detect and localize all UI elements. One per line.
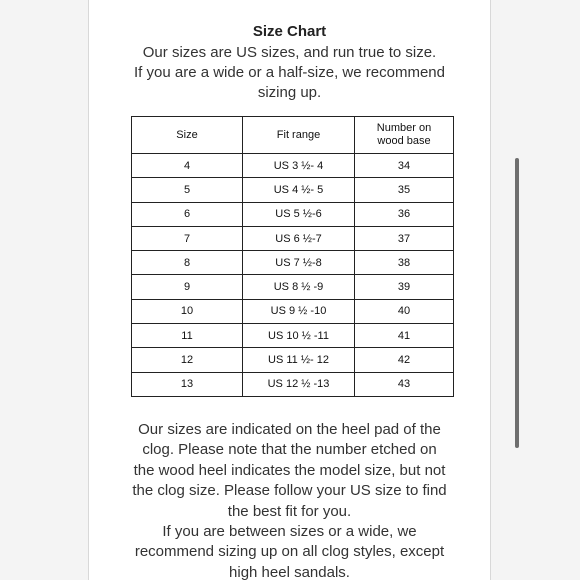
cell-number-on-wood-base: 41 (355, 324, 454, 348)
column-header-fit-range: Fit range (243, 117, 355, 154)
intro-line: If you are a wide or a half-size, we recommend (134, 64, 445, 81)
cell-fit-range: US 12 ½ -13 (243, 372, 355, 396)
table-row (132, 202, 454, 226)
table-row (132, 275, 454, 299)
left-margin (0, 0, 88, 580)
cell-size: 5 (132, 178, 243, 202)
note-text (107, 420, 472, 580)
note-line: Our sizes are indicated on the heel pad of the (138, 421, 441, 438)
note-line: high heel sandals. (229, 563, 350, 580)
cell-number-on-wood-base: 42 (355, 348, 454, 372)
table-header-row (132, 117, 454, 154)
cell-size: 10 (132, 299, 243, 323)
intro-line: Our sizes are US sizes, and run true to size. (142, 44, 437, 61)
cell-fit-range: US 7 ½-8 (243, 251, 355, 275)
table-row (132, 251, 454, 275)
note-line: clog. Please note that the number etched on (142, 441, 437, 459)
cell-fit-range: US 9 ½ -10 (243, 299, 355, 323)
table-row (132, 348, 454, 372)
table-row (132, 226, 454, 250)
scrollbar-thumb[interactable] (515, 158, 519, 448)
cell-number-on-wood-base: 37 (355, 226, 454, 250)
cell-number-on-wood-base: 34 (355, 154, 454, 178)
table-body (132, 154, 454, 397)
cell-fit-range: US 11 ½- 12 (243, 348, 355, 372)
note-line: the clog size. Please follow your US size to find (132, 482, 447, 500)
note-line: If you are between sizes or a wide, we (162, 523, 417, 541)
size-chart-title: Size Chart (252, 23, 327, 40)
intro-text (109, 43, 470, 103)
cell-fit-range: US 6 ½-7 (243, 226, 355, 250)
note-line: the wood heel indicates the model size, but not (133, 461, 446, 479)
size-table (131, 116, 454, 397)
cell-size: 11 (132, 324, 243, 348)
cell-size: 9 (132, 275, 243, 299)
cell-size: 6 (132, 202, 243, 226)
cell-fit-range: US 10 ½ -11 (243, 324, 355, 348)
cell-fit-range: US 3 ½- 4 (243, 154, 355, 178)
cell-number-on-wood-base: 43 (355, 372, 454, 396)
cell-size: 12 (132, 348, 243, 372)
table-row (132, 154, 454, 178)
cell-size: 4 (132, 154, 243, 178)
cell-number-on-wood-base: 39 (355, 275, 454, 299)
cell-fit-range: US 8 ½ -9 (243, 275, 355, 299)
intro-line: sizing up. (257, 84, 322, 101)
cell-size: 13 (132, 372, 243, 396)
table-row (132, 372, 454, 396)
cell-size: 7 (132, 226, 243, 250)
cell-fit-range: US 5 ½-6 (243, 202, 355, 226)
cell-number-on-wood-base: 36 (355, 202, 454, 226)
table-row (132, 324, 454, 348)
cell-size: 8 (132, 251, 243, 275)
cell-number-on-wood-base: 38 (355, 251, 454, 275)
note-line: the best fit for you. (227, 502, 352, 520)
size-chart-card (88, 0, 491, 580)
cell-fit-range: US 4 ½- 5 (243, 178, 355, 202)
cell-number-on-wood-base: 40 (355, 299, 454, 323)
table-row (132, 178, 454, 202)
table-row (132, 299, 454, 323)
column-header-size: Size (132, 117, 243, 154)
column-header-number-on-wood-base: Number on wood base (355, 117, 454, 154)
cell-number-on-wood-base: 35 (355, 178, 454, 202)
right-margin (491, 0, 580, 580)
note-line: recommend sizing up on all clog styles, except (134, 543, 445, 561)
